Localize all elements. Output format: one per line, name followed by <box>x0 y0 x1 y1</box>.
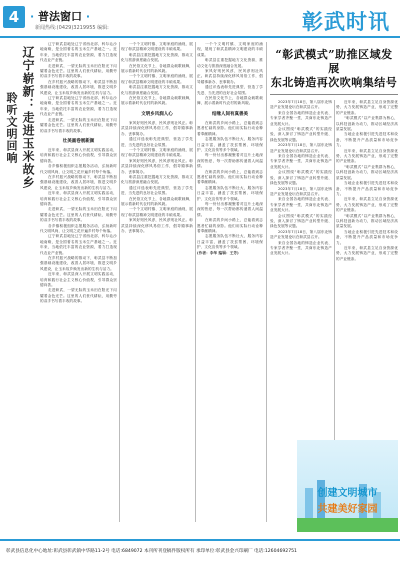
article-column-1 <box>40 42 117 522</box>
paragraph: 会议围绕“彰武模式”的实践经验，深入探讨了铸造产业转型升级、绿色发展等议题。 <box>270 127 332 142</box>
column-divider <box>195 42 196 522</box>
paragraph: 2023年7月18日，第八届东北铸造产业发展论坛在彰武县召开。 <box>270 229 332 240</box>
paragraph: 在彰武的乡间小路上，总能看到志愿者忙碌的身影。他们用实际行动诠释着奉献精神。 <box>197 169 263 185</box>
paragraph: “彰武模式”以产业集群为核心，以科技创新为动力，推动区域经济高质量发展。 <box>336 213 398 229</box>
paragraph: 近年来，彰武县立足自身资源优势，大力发展铸造产业，形成了完整的产业链条。 <box>336 148 398 164</box>
paragraph: 辽宁彰武县地处辽宁省西北部，科尔沁沙地南缘，是全国著名的玉米生产基地之一。近年来，当地依托丰富的农业资源，着力打造现代农业产业链。 <box>40 96 117 117</box>
paragraph: 家风好则民风淳，民风淳则社风正。彰武县持续深化移风易俗工作，倡导婚事新办、丧事简办。 <box>121 218 193 233</box>
paragraph: 走进彰武，一望无际的玉米田在阳光下闪耀着金色光芒。这里的人们世代耕耘，用勤劳的双手书写着丰收的故事。 <box>40 63 117 79</box>
paragraph: 2023年7月18日，第八届东北铸造产业发展论坛在彰武县召开。 <box>270 143 332 153</box>
paragraph: 会议围绕“彰武模式”的实践经验，深入探讨了铸造产业转型升级、绿色发展等议题。 <box>270 213 332 229</box>
paragraph: 当地企业积极引进先进技术和设备，不断提升产品质量和市场竞争力。 <box>336 229 398 245</box>
paragraph: 会议围绕“彰武模式”的实践经验，深入探讨了铸造产业转型升级、绿色发展等议题。 <box>270 170 332 186</box>
column-divider <box>119 42 120 522</box>
paragraph: 在彰武的乡间小路上，总能看到志愿者忙碌的身影。他们用实际行动诠释着奉献精神。 <box>197 120 263 136</box>
feature-body <box>270 100 398 440</box>
paragraph: 各乡镇积极组织志愿服务活动，弘扬新时代文明风尚，让文明之花开遍乡村每个角落。 <box>40 223 117 233</box>
subheading: 结缘人间有真善美 <box>212 111 248 117</box>
ad-ground <box>297 518 398 532</box>
paragraph: 志愿服务队伍不断壮大，服务内容日益丰富，涵盖了扶贫帮困、环境保护、文化宣传等多个领域。 <box>197 234 263 250</box>
article-column-3 <box>197 42 263 522</box>
paragraph: 2023年7月18日，第八届东北铸造产业发展论坛在彰武县召开。 <box>270 186 332 196</box>
civilization-ad <box>297 440 398 532</box>
article-column-2 <box>121 42 193 522</box>
paragraph: 通过评选表彰先进典型，营造了学先进、当先进的良好社会氛围。 <box>197 85 263 95</box>
page-header <box>0 0 400 40</box>
paragraph: 志愿服务队伍不断壮大，服务内容日益丰富，涵盖了扶贫帮困、环境保护、文化宣传等多个领域。 <box>197 185 263 201</box>
paragraph: 在乡村振兴战略的推动下，彰武县不断加强基础设施建设，改善人居环境，推进文明乡风建设，让玉米故乡焕发出新的生机与活力。 <box>40 174 117 190</box>
vertical-headline <box>3 46 39 236</box>
paragraph: 彰武县注重挖掘地方文化资源，推动文化与旅游深度融合发展。 <box>121 85 193 95</box>
headline-main: 辽宁崭新：走进玉米故乡 <box>21 46 35 189</box>
paragraph: 家风好则民风淳，民风淳则社风正。彰武县持续深化移风易俗工作，倡导婚事新办、丧事简办。 <box>121 158 193 174</box>
paragraph: 来自全国各地的铸造企业代表、专家学者齐聚一堂，共商东北铸造产业发展大计。 <box>270 110 332 126</box>
paragraph: 一个个文明村镇、文明家庭的涌现，展现了彰武县精神文明建设的丰硕成果。 <box>121 74 193 84</box>
paragraph: 一个个文明村镇、文明家庭的涌现，展现了彰武县精神文明建设的丰硕成果。 <box>121 42 193 52</box>
footer-text: 彰武县信息化中心地址:彰武县彰武镇中华路11-2号 电话:6849072 本刊所刊登稿件版权所有 承印单位:彰武县金兴印刷厂 电话:12604692751 <box>6 549 297 554</box>
paragraph: 在民俗文化节上，各地群众载歌载舞，展示着新时代农村的新风貌。 <box>121 96 193 106</box>
paragraph: 走进彰武，一望无际的玉米田在阳光下闪耀着金色光芒。这里的人们世代耕耘，用勤劳的双手书写着丰收的故事。 <box>40 117 117 133</box>
column-divider <box>266 42 267 522</box>
paragraph: 各乡镇积极组织志愿服务活动，弘扬新时代文明风尚，让文明之花开遍乡村每个角落。 <box>40 164 117 174</box>
subheading: 文明乡风润人心 <box>141 111 173 117</box>
paragraph: 在民俗文化节上，各地群众载歌载舞，展示着新时代农村的新风貌。 <box>121 63 193 74</box>
paragraph: 走进彰武，一望无际的玉米田在阳光下闪耀着金色光芒。这里的人们世代耕耘，用勤劳的双手书写着丰收的故事。 <box>40 207 117 223</box>
section-dash-left: · <box>30 10 35 23</box>
feature-headline <box>270 48 398 95</box>
section-dash-right: · <box>85 10 91 23</box>
paragraph: 在民俗文化节上，各地群众载歌载舞，展示着新时代农村的新风貌。 <box>197 96 263 106</box>
section-label: 普法窗口 <box>38 10 83 23</box>
feature-column-right <box>336 100 398 440</box>
paragraph: 一个个文明村镇、文明家庭的涌现，展现了彰武县精神文明建设的丰硕成果。 <box>197 42 263 57</box>
paragraph: 志愿服务队伍不断壮大，服务内容日益丰富，涵盖了扶贫帮困、环境保护、文化宣传等多个领域。 <box>197 137 263 152</box>
paragraph: 当地企业积极引进先进技术和设备，不断提升产品质量和市场竞争力。 <box>336 181 398 196</box>
paragraph: 辽宁彰武县地处辽宁省西北部，科尔沁沙地南缘，是全国著名的玉米生产基地之一。近年来，当地依托丰富的农业资源，着力打造现代农业产业链。 <box>40 234 117 255</box>
paragraph: 近年来，彰武县深入开展文明实践活动，培育和践行社会主义核心价值观，引导群众崇德向善。 <box>40 272 117 288</box>
paragraph: 近年来，彰武县深入开展文明实践活动，培育和践行社会主义核心价值观，引导群众崇德向善。 <box>40 147 117 163</box>
section-title <box>30 8 90 24</box>
page-number: 4 <box>3 6 25 28</box>
paragraph: 来自全国各地的铸造企业代表、专家学者齐聚一堂，共商东北铸造产业发展大计。 <box>270 197 332 213</box>
paragraph: 通过评选表彰先进典型，营造了学先进、当先进的良好社会氛围。 <box>121 137 193 147</box>
paragraph: 2023年7月18日，第八届东北铸造产业发展论坛在彰武县召开。 <box>270 100 332 110</box>
paragraph: 通过评选表彰先进典型，营造了学先进、当先进的良好社会氛围。 <box>121 185 193 196</box>
paragraph: 一个个文明村镇、文明家庭的涌现，展现了彰武县精神文明建设的丰硕成果。 <box>121 207 193 217</box>
paragraph: 家风好则民风淳，民风淳则社风正。彰武县持续深化移风易俗工作，倡导婚事新办、丧事简办。 <box>197 69 263 84</box>
subheading: 壮美画卷展新颜 <box>62 138 95 144</box>
headline-sub: 聆听文明回响 <box>5 92 18 164</box>
paragraph: 近年来，彰武县立足自身资源优势，大力发展铸造产业，形成了完整的产业链条。 <box>336 100 398 115</box>
feature-rule <box>270 94 398 95</box>
column-divider <box>334 100 335 440</box>
paragraph: 在乡村振兴战略的推动下，彰武县不断加强基础设施建设，改善人居环境，推进文明乡风建设，让玉米故乡焕发出新的生机与活力。 <box>40 256 117 271</box>
paragraph: 彰武县注重挖掘地方文化资源，推动文化与旅游深度融合发展。 <box>197 58 263 68</box>
masthead-logo: 彰武时讯 <box>302 9 390 34</box>
ad-slogan-1: 创建文明城市 <box>317 488 378 499</box>
paragraph: 当地企业积极引进先进技术和设备，不断提升产品质量和市场竞争力。 <box>336 132 398 148</box>
page-footer <box>0 539 400 567</box>
paragraph: 每一份付出都凝聚着对这片土地深深的热爱，每一次帮助都传递着人间温情。 <box>197 153 263 169</box>
header-rule <box>0 36 400 38</box>
paragraph: 彰武县注重挖掘地方文化资源，推动文化与旅游深度融合发展。 <box>121 174 193 185</box>
ad-slogan-2: 共建美好家园 <box>317 504 378 515</box>
paragraph: 一个个文明村镇、文明家庭的涌现，展现了彰武县精神文明建设的丰硕成果。 <box>121 147 193 158</box>
paragraph: 来自全国各地的铸造企业代表、专家学者齐聚一堂，共商东北铸造产业发展大计。 <box>270 154 332 169</box>
byline: (作者：李华 编辑：王芳) <box>197 250 239 255</box>
paragraph: 辽宁彰武县地处辽宁省西北部，科尔沁沙地南缘，是全国著名的玉米生产基地之一。近年来，当地依托丰富的农业资源，着力打造现代农业产业链。 <box>40 42 117 63</box>
paragraph: 家风好则民风淳，民风淳则社风正。彰武县持续深化移风易俗工作，倡导婚事新办、丧事简办。 <box>121 120 193 136</box>
paragraph: 走进彰武，一望无际的玉米田在阳光下闪耀着金色光芒。这里的人们世代耕耘，用勤劳的双手书写着丰收的故事。 <box>40 288 117 304</box>
feature-column-left <box>270 100 332 440</box>
paragraph: “彰武模式”以产业集群为核心，以科技创新为动力，推动区域经济高质量发展。 <box>336 164 398 180</box>
paragraph: 在民俗文化节上，各地群众载歌载舞，展示着新时代农村的新风貌。 <box>121 196 193 206</box>
paragraph: 近年来，彰武县立足自身资源优势，大力发展铸造产业，形成了完整的产业链条。 <box>336 197 398 213</box>
paragraph: 在彰武的乡间小路上，总能看到志愿者忙碌的身影。他们用实际行动诠释着奉献精神。 <box>197 218 263 233</box>
paragraph: 近年来，彰武县深入开展文明实践活动，培育和践行社会主义核心价值观，引导群众崇德向善。 <box>40 191 117 206</box>
paragraph: 近年来，彰武县立足自身资源优势，大力发展铸造产业，形成了完整的产业链条。 <box>336 245 398 261</box>
paragraph: 每一份付出都凝聚着对这片土地深深的热爱，每一次帮助都传递着人间温情。 <box>197 201 263 217</box>
feature-title-line2: 东北铸造再次吹响集结号 <box>270 76 398 89</box>
header-subline: 新闻热线:(0429)3219955 编辑: <box>35 25 109 31</box>
paragraph: 在乡村振兴战略的推动下，彰武县不断加强基础设施建设，改善人居环境，推进文明乡风建设，让玉米故乡焕发出新的生机与活力。 <box>40 79 117 95</box>
feature-title-line1: “彰武模式”助推区域发展 <box>275 48 393 75</box>
paragraph: 彰武县注重挖掘地方文化资源，推动文化与旅游深度融合发展。 <box>121 52 193 63</box>
paragraph: 来自全国各地的铸造企业代表、专家学者齐聚一堂，共商东北铸造产业发展大计。 <box>270 240 332 256</box>
paragraph: “彰武模式”以产业集群为核心，以科技创新为动力，推动区域经济高质量发展。 <box>336 116 398 132</box>
